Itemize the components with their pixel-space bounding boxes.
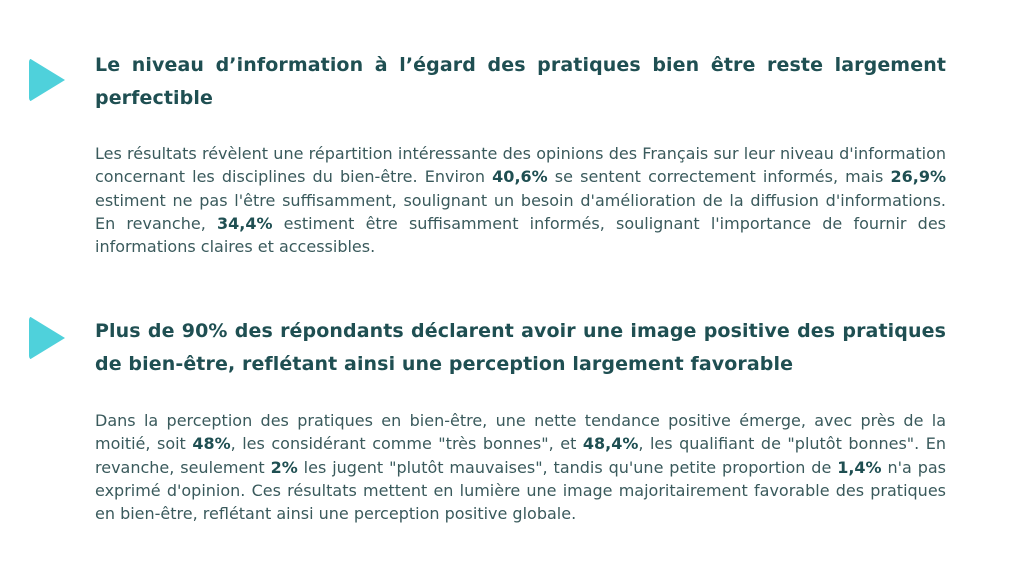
play-arrow-icon (29, 316, 65, 360)
section-paragraph (95, 142, 946, 258)
highlight-percentage: 48% (192, 434, 231, 454)
text-run: , les qualifiant de "plutôt bonnes". En revanche, seulement (95, 434, 946, 477)
text-run: estiment être suffisamment informés, soulignant l'importance de fournir des informations claires et accessibles. (95, 213, 946, 257)
section-heading: Plus de 90% des répondants déclarent avoir une image positive des pratiques de bien-être, reflétant ainsi une perception largement favorable (95, 320, 946, 375)
highlight-percentage: 34,4% (216, 213, 273, 233)
text-run: n'a pas exprimé d'opinion. Ces résultats mettent en lumière une image majoritairement favorable des pratiques en bien-être, reflétant ainsi une perception positive globale. (95, 457, 946, 524)
highlight-percentage: 1,4% (837, 457, 882, 477)
section-paragraph (95, 409, 946, 525)
highlight-percentage: 26,9% (890, 167, 946, 187)
text-run: Les résultats révèlent une répartition intéressante des opinions des Français sur leur niveau d'information concernant les disciplines du bien-être. Environ (95, 144, 946, 187)
text-run: , les considérant comme "très bonnes", et (230, 434, 583, 454)
text-run: estiment ne pas l'être suffisamment, soulignant un besoin d'amélioration de la diffusion d'informations. En revanche, (95, 190, 946, 233)
highlight-percentage: 48,4% (582, 434, 639, 454)
highlight-percentage: 2% (270, 457, 298, 477)
play-arrow-icon (29, 58, 65, 102)
text-run: se sentent correctement informés, mais (547, 167, 891, 187)
text-run: Dans la perception des pratiques en bien-être, une nette tendance positive émerge, avec près de la moitié, soit (95, 411, 946, 454)
section-heading: Le niveau d’information à l’égard des pratiques bien être reste largement perfectible (95, 54, 946, 109)
highlight-percentage: 40,6% (492, 167, 548, 187)
text-run: les jugent "plutôt mauvaises", tandis qu'une petite proportion de (297, 457, 838, 477)
